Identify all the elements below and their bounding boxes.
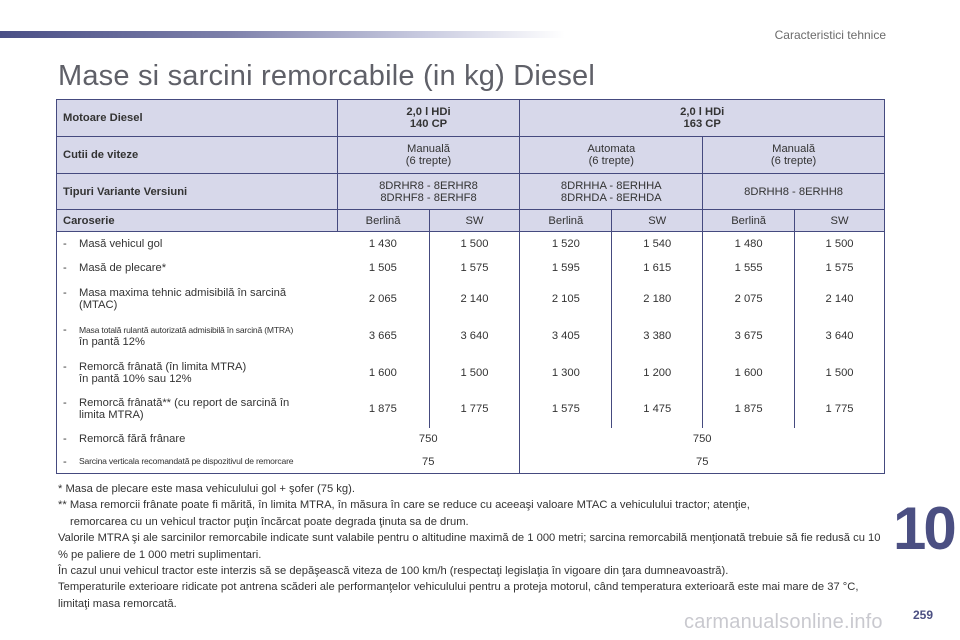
value-cell: 750 [418, 433, 438, 445]
value-cell: 1 575 [795, 256, 885, 280]
row-label: Remorcă fără frânare [79, 433, 186, 445]
footnote-1: * Masa de plecare este masa vehiculului gol + şofer (75 kg). [58, 483, 355, 495]
row-label-sub: în pantă 10% sau 12% [79, 372, 192, 385]
note-temperature: Temperaturile exterioare ridicate pot antrena scăderi ale performanţelor vehiculului pentru a proteja motorul, când temperatura exterioară este mai mare de 37 °C, limitaţi masa remorcată. [58, 581, 859, 610]
value-cell: 2 065 [368, 292, 397, 305]
value-cell: 1 500 [429, 232, 520, 256]
value-cell: 3 640 [429, 318, 520, 355]
value-cell: 1 500 [795, 232, 885, 256]
value-cell: 1 575 [429, 256, 520, 280]
value-cell: 1 540 [612, 232, 703, 256]
value-cell: 1 775 [795, 391, 885, 428]
value-cell: 2 075 [703, 280, 795, 318]
engine-label: Motoare Diesel [57, 100, 338, 137]
row-label: Sarcina verticala recomandată pe dispozitivul de remorcare [79, 455, 294, 466]
value-cell: 1 600 [368, 366, 397, 379]
value-cell: 1 430 [368, 237, 397, 250]
value-cell: 1 500 [795, 355, 885, 391]
chapter-number: 10 [893, 495, 954, 562]
page-number: 259 [913, 608, 934, 622]
body-cell: Berlină [520, 210, 612, 232]
body-label: Caroserie [57, 210, 338, 232]
gearbox-row [57, 137, 885, 174]
table-row: - Masa maxima tehnic admisibilă în sarcină (MTAC) 2 065 2 140 2 105 2 180 2 075 2 140 [57, 280, 885, 318]
table-row: - Remorcă fără frânare 750 750 [57, 428, 885, 451]
value-cell: 2 140 [795, 280, 885, 318]
value-cell: 1 615 [612, 256, 703, 280]
value-cell: 1 200 [612, 355, 703, 391]
section-title: Caracteristici tehnice [774, 28, 886, 42]
value-cell: 3 675 [703, 318, 795, 355]
page-title: Mase si sarcini remorcabile (in kg) Diesel [58, 60, 595, 92]
value-cell: 1 875 [703, 391, 795, 428]
note-speed: În cazul unui vehicul tractor este interzis să se depăşească viteza de 100 km/h (respectaţi legislaţia în vigoare din ţara dumneavoastră). [58, 565, 729, 578]
value-cell: 75 [520, 451, 885, 474]
value-cell: 2 140 [429, 280, 520, 318]
body-cell: SW [429, 210, 520, 232]
value-cell: 1 600 [703, 355, 795, 391]
types-2: 8DRHHA - 8ERHHA 8DRHDA - 8ERHDA [520, 174, 703, 210]
value-cell: 1 505 [368, 261, 397, 274]
mass-table [56, 99, 885, 474]
row-label-sub: (MTAC) [79, 298, 118, 311]
body-row [57, 210, 885, 232]
value-cell: 1 475 [612, 391, 703, 428]
body-cell: Berlină [337, 210, 429, 232]
value-cell: 3 405 [520, 318, 612, 355]
row-label: Masa totală rulantă autorizată admisibilă în sarcină (MTRA) [79, 325, 294, 335]
value-cell: 2 105 [520, 280, 612, 318]
body-cell: SW [612, 210, 703, 232]
row-label: Remorcă frânată** (cu report de sarcină în [79, 397, 290, 409]
note-altitude: Valorile MTRA şi ale sarcinilor remorcabile indicate sunt valabile pentru o altitudine maximă de 1 000 metri; sarcina remorcabilă menţionată trebuie să fie redusă cu 10 % pe paliere de 1 000 metri suplimentari. [58, 532, 881, 561]
value-cell: 1 595 [520, 256, 612, 280]
table-row: - Masă vehicul gol 1 430 1 500 1 520 1 540 1 480 1 500 [57, 232, 885, 256]
value-cell: 1 480 [703, 232, 795, 256]
value-cell: 1 520 [520, 232, 612, 256]
value-cell: 2 180 [612, 280, 703, 318]
table-row: - Remorcă frânată** (cu report de sarcină în limita MTRA) 1 875 1 775 1 575 1 475 1 875 1 775 [57, 391, 885, 428]
engine-1: 2,0 l HDi 140 CP [337, 100, 520, 137]
row-label: Remorcă frânată (în limita MTRA) [79, 360, 247, 373]
body-cell: SW [795, 210, 885, 232]
value-cell: 1 555 [703, 256, 795, 280]
value-cell: 1 300 [520, 355, 612, 391]
watermark: carmanualsonline.info [684, 611, 883, 633]
value-cell: 3 640 [795, 318, 885, 355]
value-cell: 1 875 [368, 403, 397, 415]
body-cell: Berlină [703, 210, 795, 232]
footnote-2-continued: remorcarea cu un vehicul tractor puţin încărcat poate degrada ţinuta sa de drum. [70, 515, 469, 528]
gearbox-3: Manuală (6 trepte) [703, 137, 885, 174]
value-cell: 1 575 [520, 391, 612, 428]
gearbox-2: Automata (6 trepte) [520, 137, 703, 174]
value-cell: 3 380 [612, 318, 703, 355]
types-1: 8DRHR8 - 8ERHR8 8DRHF8 - 8ERHF8 [337, 174, 520, 210]
row-label: Masă vehicul gol [79, 237, 163, 250]
row-label: Masa maxima tehnic admisibilă în sarcină [79, 286, 287, 299]
row-label: Masă de plecare* [79, 261, 167, 274]
table-row: - Sarcina verticala recomandată pe dispozitivul de remorcare 75 75 [57, 451, 885, 474]
value-cell: 1 775 [429, 391, 520, 428]
row-label-sub: în pantă 12% [79, 336, 145, 348]
gearbox-label: Cutii de viteze [57, 137, 338, 174]
engine-2: 2,0 l HDi 163 CP [520, 100, 885, 137]
types-row [57, 174, 885, 210]
table-row: - Masă de plecare* 1 505 1 575 1 595 1 615 1 555 1 575 [57, 256, 885, 280]
value-cell: 750 [520, 428, 885, 451]
engine-row [57, 100, 885, 137]
footnotes [58, 481, 888, 612]
value-cell: 3 665 [368, 330, 397, 342]
table-row: - Remorcă frânată (în limita MTRA) în pantă 10% sau 12% 1 600 1 500 1 300 1 200 1 600 1 500 [57, 355, 885, 391]
header-gradient-bar [0, 31, 565, 38]
types-3: 8DRHH8 - 8ERHH8 [703, 174, 885, 210]
value-cell: 1 500 [429, 355, 520, 391]
gearbox-1: Manuală (6 trepte) [337, 137, 520, 174]
row-label-sub: limita MTRA) [79, 409, 144, 421]
footnote-2: ** Masa remorcii frânate poate fi mărită, în limita MTRA, în măsura în care se reduce cu aceeaşi valoare MTAC a vehiculului tractor; atenţie, [58, 499, 750, 512]
types-label: Tipuri Variante Versiuni [57, 174, 338, 210]
table-row: - Masa totală rulantă autorizată admisibilă în sarcină (MTRA) în pantă 12% 3 665 3 640 3 405 3 380 3 675 3 640 [57, 318, 885, 355]
value-cell: 75 [422, 455, 435, 468]
